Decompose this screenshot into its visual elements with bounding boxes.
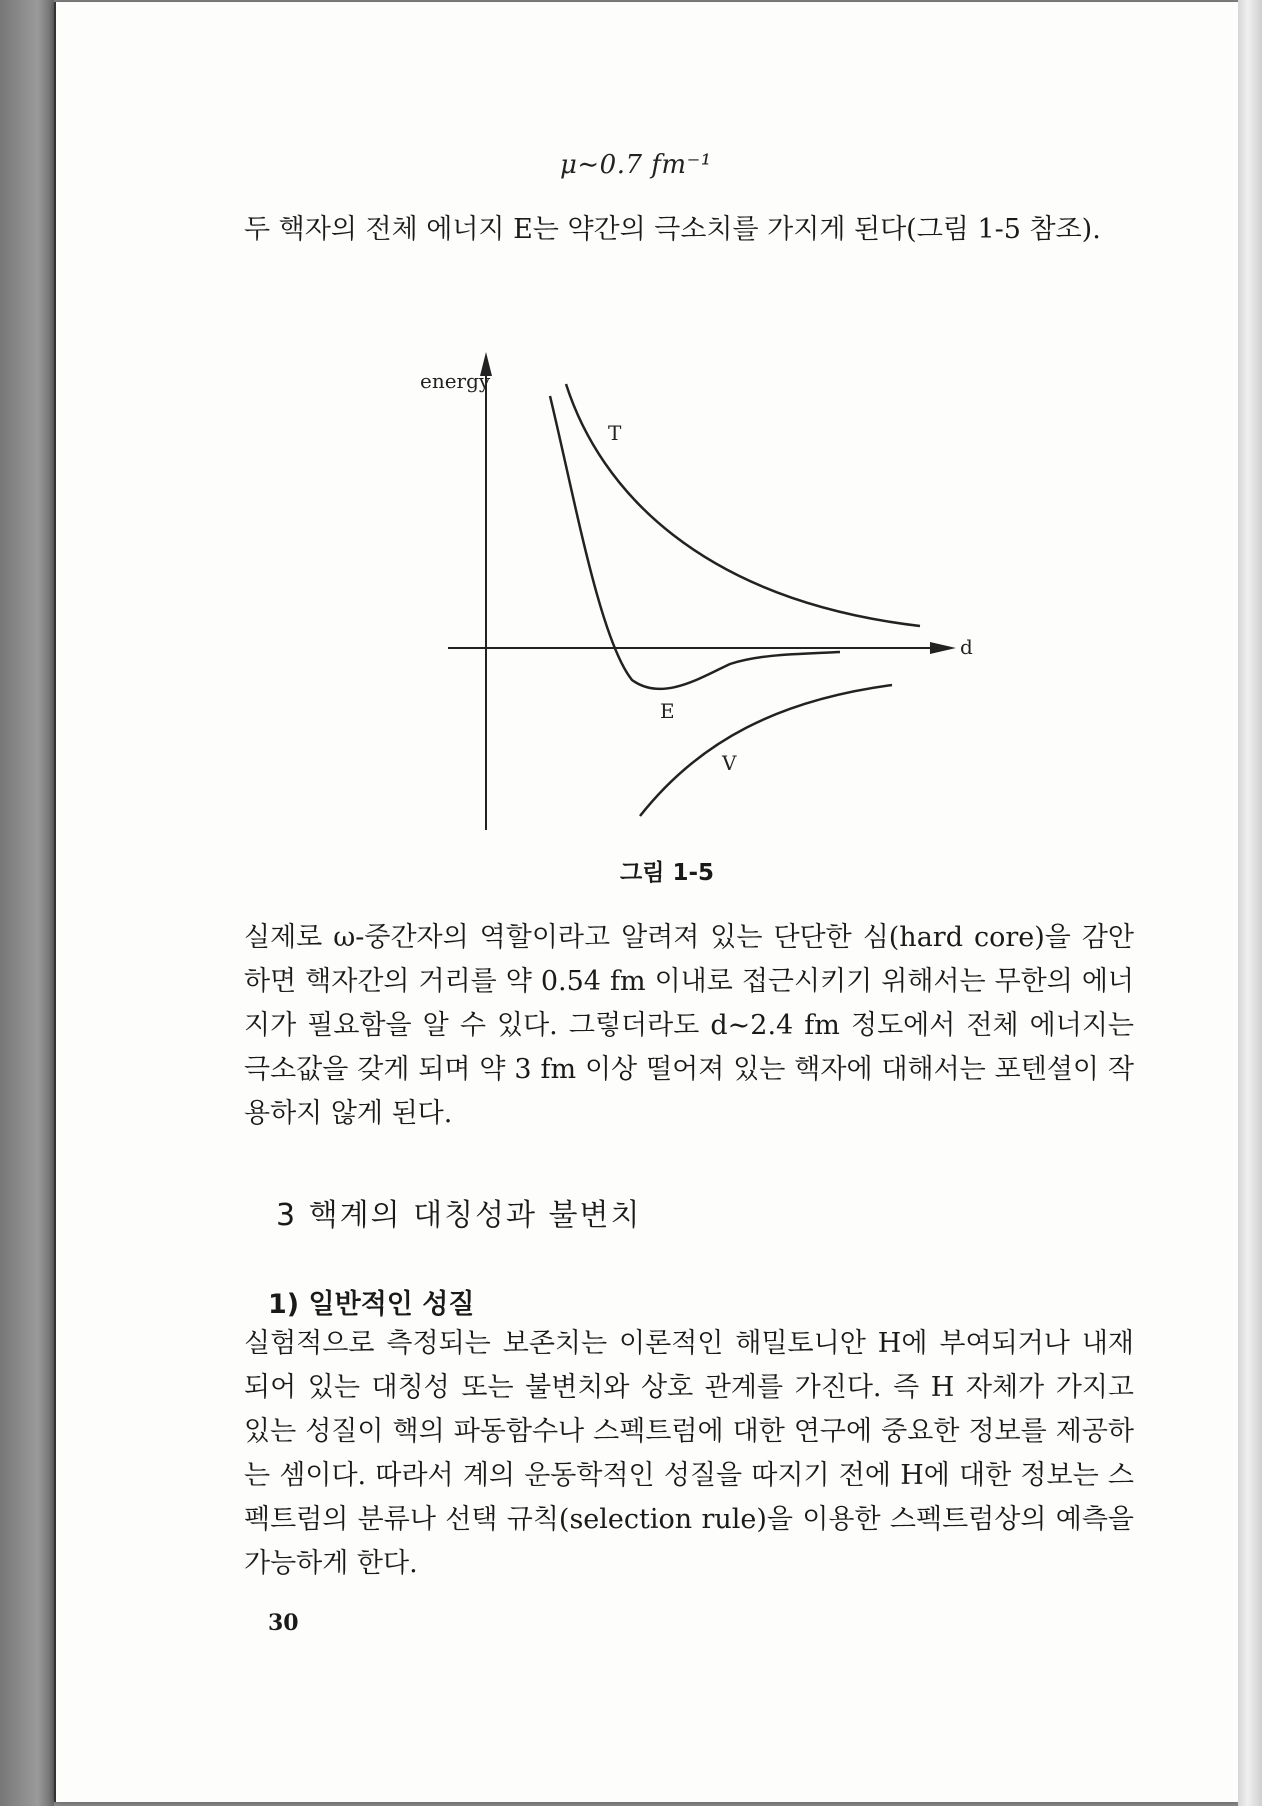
- energy-figure: [400, 340, 1000, 840]
- page-right-edge: [1238, 0, 1262, 1806]
- curve-e-label: E: [660, 699, 675, 723]
- subsection-title: 1) 일반적인 성질: [268, 1289, 475, 1320]
- formula: μ∼0.7 fm⁻¹: [560, 150, 712, 180]
- x-axis-label: d: [960, 635, 973, 659]
- curve-v-label: V: [722, 751, 737, 775]
- figure-caption: 그림 1-5: [620, 860, 714, 886]
- section-title: 3 핵계의 대칭성과 불변치: [276, 1198, 642, 1233]
- paragraph-energy-intro: 두 핵자의 전체 에너지 E는 약간의 극소치를 가지게 된다(그림 1-5 참조).: [244, 214, 1101, 245]
- y-axis-label: energy: [420, 369, 491, 393]
- paragraph-symmetry: 실험적으로 측정되는 보존치는 이론적인 해밀토니안 H에 부여되거나 내재되어 있는 대칭성 또는 불변치와 상호 관계를 가진다. 즉 H 자체가 가지고 있는 성질이 핵의 파동함수나 스펙트럼에 대한 연구에 중요한 정보를 제공하는 셈이다. 따라서 계의 운동학적인 성질을 따지기 전에 H에 대한 정보는 스펙트럼의 분류나 선택 규칙(selection rule)을 이용한 스펙트럼상의 예측을 가능하게 한다.: [244, 1328, 1134, 1579]
- paragraph-hard-core: 실제로 ω-중간자의 역할이라고 알려져 있는 단단한 심(hard core)을 감안하면 핵자간의 거리를 약 0.54 fm 이내로 접근시키기 위해서는 무한의 에너지가 필요함을 알 수 있다. 그렇더라도 d∼2.4 fm 정도에서 전체 에너지는 극소값을 갖게 되며 약 3 fm 이상 떨어져 있는 핵자에 대해서는 포텐셜이 작용하지 않게 된다.: [244, 922, 1134, 1129]
- curve-t-label: T: [608, 421, 622, 445]
- page-number: 30: [268, 1610, 299, 1636]
- page-left-edge: [0, 0, 54, 1806]
- curve-v: [640, 685, 892, 816]
- curve-e: [550, 396, 840, 689]
- x-axis-arrow: [930, 642, 956, 654]
